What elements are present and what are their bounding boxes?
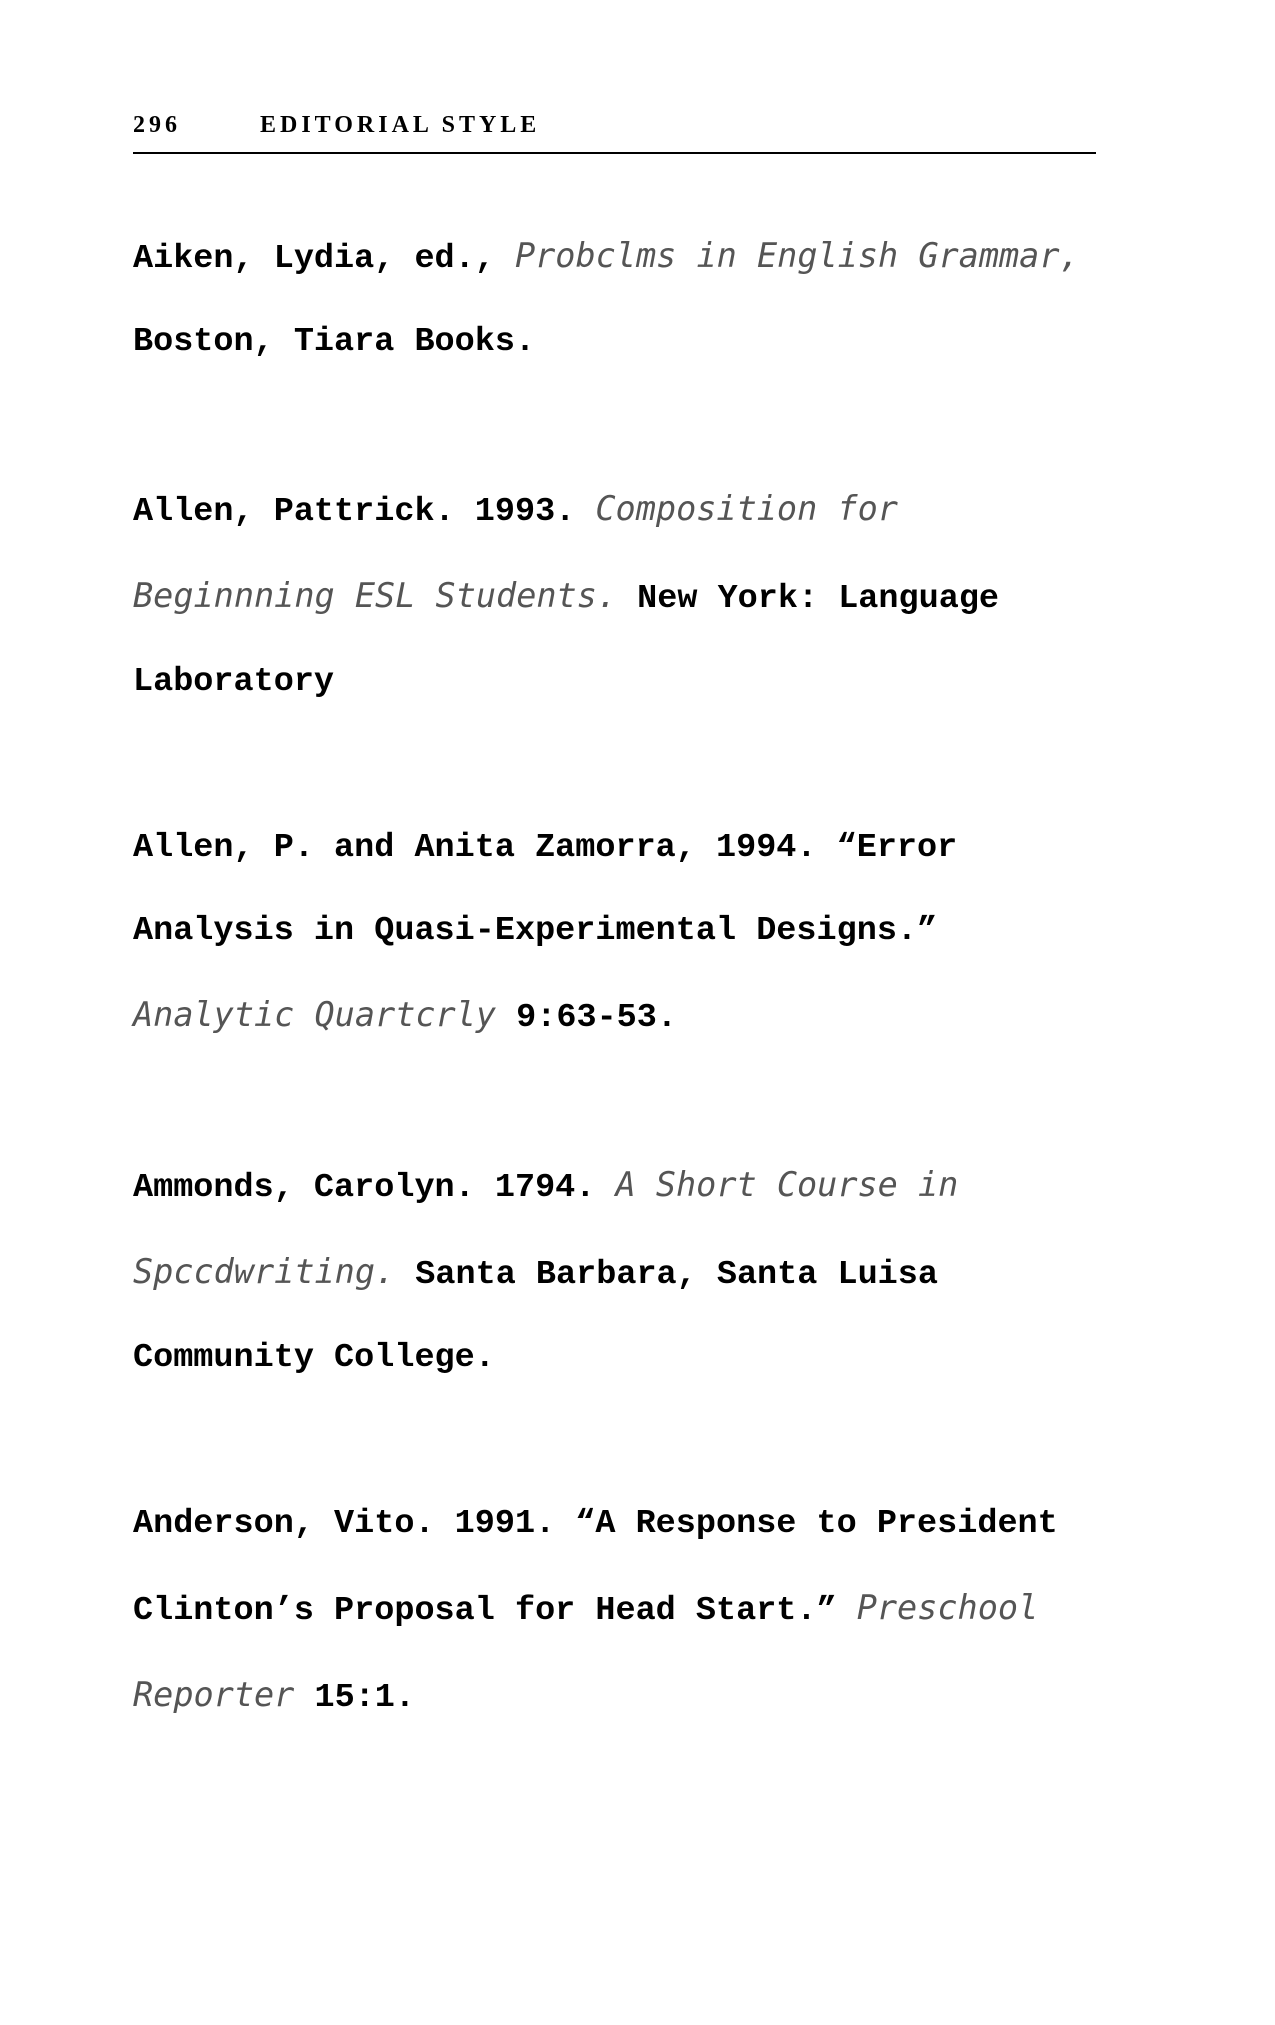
entry-title: Composition for Beginnning ESL Students. [133,489,898,615]
entry-text: 9:63-53. [496,999,677,1037]
entry-text: Santa Barbara, Santa Luisa Community College. [133,1256,938,1377]
bibliography-list [133,214,1093,1823]
entry-title: A Short Course in Spccdwriting. [133,1165,959,1291]
entry-text: Boston, Tiara Books. [133,323,536,361]
bibliography-entry-allen-pattrick [133,467,1093,724]
entry-text: Ammonds, Carolyn. 1794. [133,1169,616,1207]
entry-title: Probclms in English Grammar, [514,236,1080,275]
bibliography-entry-anderson [133,1483,1093,1740]
entry-text: Aiken, Lydia, ed., [133,240,515,278]
entry-text: Allen, P. and Anita Zamorra, 1994. “Error Analysis in Quasi-Experimental Designs.” [133,829,958,950]
bibliography-entry-allen-zamorra [133,807,1093,1060]
entry-text: 15:1. [294,1679,415,1717]
entry-text: Allen, Pattrick. 1993. [133,493,596,531]
entry-title: Preschool Reporter [133,1588,1039,1714]
entry-title: Analytic Quartcrly [133,995,497,1034]
section-title: EDITORIAL STYLE [260,112,541,138]
entry-text: New York: Language Laboratory [133,580,1000,701]
header-rule [133,152,1096,154]
bibliography-entry-aiken [133,214,1093,384]
entry-text: Anderson, Vito. 1991. “A Response to President Clinton’s Proposal for Head Start.” [133,1505,1058,1630]
page-number: 296 [133,112,181,138]
bibliography-entry-ammonds [133,1143,1093,1400]
running-head [133,112,1095,152]
